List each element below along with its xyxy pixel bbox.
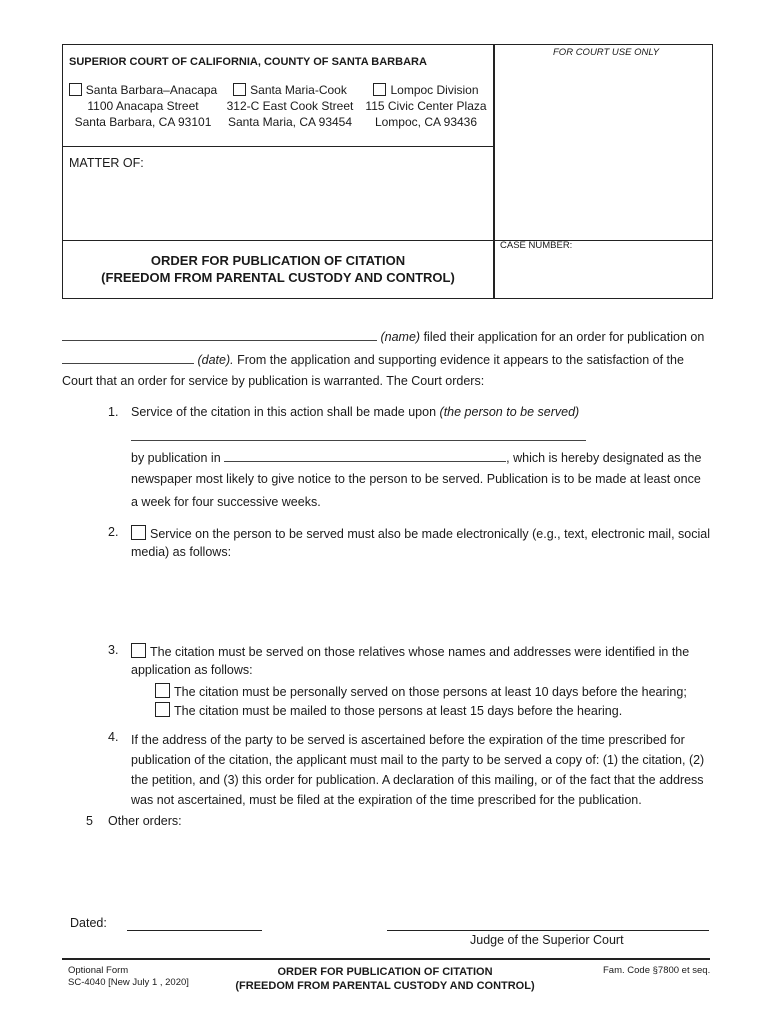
- form-title-line2: (FREEDOM FROM PARENTAL CUSTODY AND CONTROL): [101, 270, 455, 285]
- item1-pub-prefix: by publication in: [131, 451, 221, 465]
- footer-rule: [62, 958, 710, 960]
- item1-number: 1.: [108, 405, 119, 419]
- checkbox-anacapa[interactable]: [69, 83, 82, 96]
- location-anacapa-street: 1100 Anacapa Street: [87, 99, 199, 113]
- optional-form-label: Optional Form: [68, 965, 129, 976]
- item1-line5: a week for four successive weeks.: [131, 495, 321, 509]
- item1-text: Service of the citation in this action shall be made upon: [131, 405, 437, 419]
- item4-paragraph: [131, 730, 711, 810]
- court-use-label: FOR COURT USE ONLY: [553, 47, 660, 58]
- item4-line4: was not ascertained, must be filed at the expiration of the time prescribed for the publication.: [131, 793, 642, 807]
- code-reference: Fam. Code §7800 et seq.: [603, 965, 711, 976]
- item3-option-personal: [155, 683, 687, 699]
- location-lompoc-street: 115 Civic Center Plaza: [365, 99, 487, 113]
- location-lompoc: [362, 82, 490, 130]
- item1-person-label: (the person to be served): [439, 405, 580, 419]
- item3-number: 3.: [108, 643, 119, 657]
- intro-line-2-text: From the application and supporting evidence it appears to the satisfaction of the: [237, 353, 684, 367]
- caption-divider-2: [62, 240, 712, 241]
- item2-number: 2.: [108, 525, 119, 539]
- item3-line2: application as follows:: [131, 663, 253, 677]
- location-anacapa: [68, 82, 218, 130]
- item3-option-mailed-text: The citation must be mailed to those persons at least 15 days before the hearing.: [174, 704, 623, 718]
- item1-pub-suffix: , which is hereby designated as the: [506, 451, 702, 465]
- footer-title: [200, 965, 570, 993]
- item3-line1: [131, 643, 689, 659]
- item4-number: 4.: [108, 730, 119, 744]
- item3-option-personal-text: The citation must be personally served on those persons at least 10 days before the hearing;: [174, 685, 687, 699]
- court-name: SUPERIOR COURT OF CALIFORNIA, COUNTY OF SANTA BARBARA: [69, 56, 427, 68]
- item5-text: Other orders:: [108, 814, 182, 828]
- location-anacapa-name: Santa Barbara–Anacapa: [85, 83, 218, 97]
- caption-divider-1: [62, 146, 494, 147]
- item2-text: Service on the person to be served must also be made electronically (e.g., text, electronic mail, social: [150, 527, 710, 541]
- dated-field[interactable]: [127, 930, 262, 931]
- checkbox-personally-served[interactable]: [155, 683, 170, 698]
- case-number-label: CASE NUMBER:: [500, 240, 573, 251]
- intro-line-3: Court that an order for service by publication is warranted. The Court orders:: [62, 374, 485, 388]
- date-label: (date).: [197, 353, 234, 367]
- matter-of-label: MATTER OF:: [69, 156, 144, 170]
- item4-line1: If the address of the party to be served is ascertained before the expiration of the time prescribed for: [131, 733, 685, 747]
- item1-line1: [131, 405, 579, 419]
- form-title: [62, 252, 494, 286]
- checkbox-mailed[interactable]: [155, 702, 170, 717]
- date-field[interactable]: [62, 351, 194, 364]
- judge-label: Judge of the Superior Court: [470, 933, 624, 947]
- item2-line1: [131, 525, 710, 541]
- item5-number: 5: [86, 814, 93, 828]
- footer-title-line1: ORDER FOR PUBLICATION OF CITATION: [277, 966, 493, 978]
- location-santa-maria: [218, 82, 362, 130]
- court-use-box: [493, 44, 713, 299]
- footer-title-line2: (FREEDOM FROM PARENTAL CUSTODY AND CONTROL): [235, 980, 535, 992]
- item4-line3: the petition, and (3) this order for publication. A declaration of this mailing, or of the fact that the address: [131, 773, 704, 787]
- location-lompoc-name: Lompoc Division: [390, 83, 479, 97]
- location-santa-maria-city: Santa Maria, CA 93454: [227, 115, 353, 129]
- intro-line-1-text: filed their application for an order for publication on: [423, 330, 705, 344]
- person-to-be-served-field[interactable]: [131, 428, 586, 441]
- location-lompoc-city: Lompoc, CA 93436: [374, 115, 478, 129]
- checkbox-lompoc[interactable]: [373, 83, 386, 96]
- form-title-line1: ORDER FOR PUBLICATION OF CITATION: [150, 253, 406, 268]
- location-santa-maria-street: 312-C East Cook Street: [226, 99, 354, 113]
- checkbox-electronic-service[interactable]: [131, 525, 146, 540]
- intro-line-1: [62, 328, 710, 344]
- judge-signature-line[interactable]: [387, 930, 709, 931]
- item2-line2: media) as follows:: [131, 545, 232, 559]
- form-id: SC-4040 [New July 1 , 2020]: [68, 977, 189, 988]
- location-anacapa-city: Santa Barbara, CA 93101: [74, 115, 212, 129]
- item3-text: The citation must be served on those relatives whose names and addresses were identified in the: [150, 645, 690, 659]
- item1-line4: newspaper most likely to give notice to the person to be served. Publication is to be made at least once: [131, 472, 701, 486]
- name-label: (name): [380, 330, 421, 344]
- item4-line2: publication of the citation, the applicant must mail to the party to be served a copy of: (1) the citation, (2): [131, 753, 705, 767]
- checkbox-relatives-service[interactable]: [131, 643, 146, 658]
- name-field[interactable]: [62, 328, 377, 341]
- checkbox-santa-maria[interactable]: [233, 83, 246, 96]
- item1-publication-line: [131, 449, 701, 465]
- newspaper-field[interactable]: [224, 449, 506, 462]
- location-santa-maria-name: Santa Maria-Cook: [250, 83, 347, 97]
- item3-option-mailed: [155, 702, 622, 718]
- intro-line-2: [62, 351, 710, 367]
- dated-label: Dated:: [70, 916, 107, 930]
